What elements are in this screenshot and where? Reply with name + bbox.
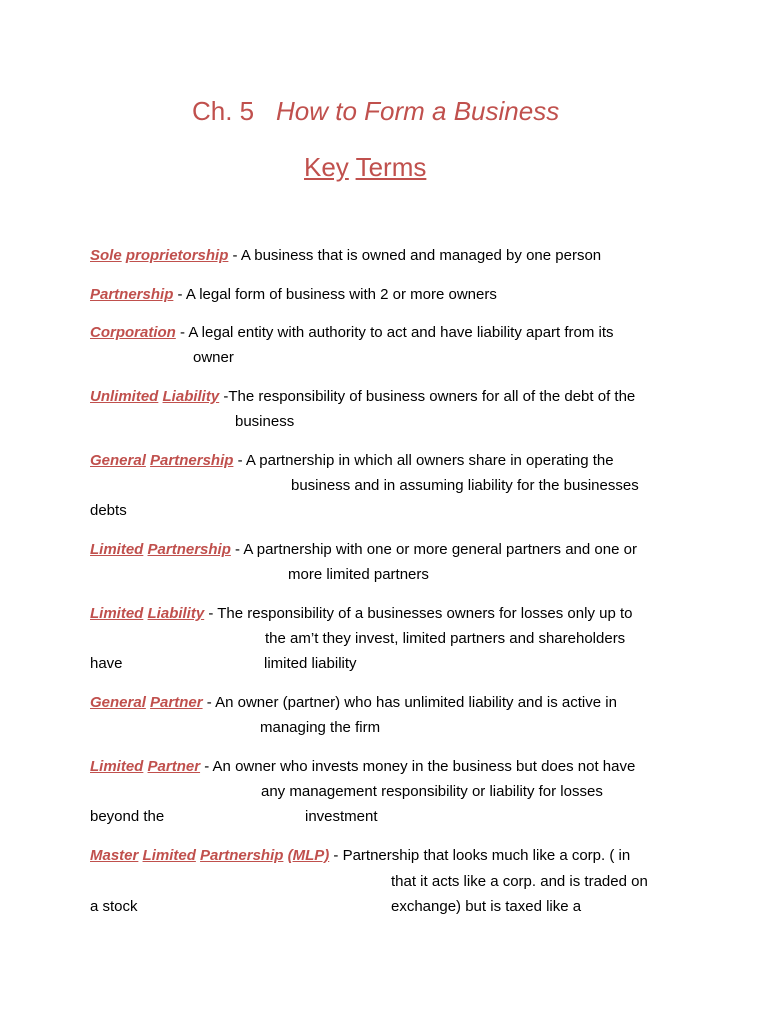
term-definition: - A legal form of business with 2 or more owners — [173, 286, 497, 303]
term-definition: - The responsibility of a businesses owners for losses only up to — [204, 605, 633, 622]
term-entry-partnership — [90, 285, 497, 305]
term-word: Limited — [90, 758, 144, 775]
term-word: (MLP) — [287, 847, 330, 864]
term-word: Liability — [147, 605, 205, 622]
term-entry-general-partner — [90, 693, 617, 713]
term-definition-continued: a stock — [90, 898, 138, 915]
term-word: Partnership — [150, 452, 234, 469]
term-word: Partnership — [90, 286, 174, 303]
term-definition-continued: the am’t they invest, limited partners and shareholders — [265, 630, 626, 647]
term-word: General — [90, 452, 146, 469]
term-definition: - A business that is owned and managed by one person — [228, 247, 602, 264]
term-definition: - An owner (partner) who has unlimited liability and is active in — [202, 694, 617, 711]
term-definition: - A partnership with one or more general partners and one or — [230, 541, 637, 558]
term-word: Partner — [150, 694, 203, 711]
term-definition: - Partnership that looks much like a corp. ( in — [329, 847, 631, 864]
term-definition: -The responsibility of business owners for all of the debt of the — [219, 388, 636, 405]
term-word: Limited — [90, 541, 144, 558]
term-definition-continued: have — [90, 655, 123, 672]
term-word: Limited — [90, 605, 144, 622]
term-word: Master — [90, 847, 139, 864]
heading-word-terms: Terms — [355, 152, 427, 182]
term-definition-continued: investment — [305, 808, 378, 825]
term-definition-continued: owner — [193, 349, 234, 366]
term-definition-continued: any management responsibility or liability for losses — [261, 783, 603, 800]
term-word: Sole — [90, 247, 122, 264]
term-word: Corporation — [90, 324, 176, 341]
term-definition-continued: debts — [90, 502, 127, 519]
section-heading — [304, 152, 426, 183]
term-definition: - A partnership in which all owners share in operating the — [233, 452, 614, 469]
term-definition-continued: limited liability — [264, 655, 357, 672]
term-definition-continued: managing the firm — [260, 719, 381, 736]
term-entry-corporation — [90, 323, 614, 343]
term-entry-sole-proprietorship — [90, 246, 601, 266]
term-definition-continued: beyond the — [90, 808, 165, 825]
term-definition: - A legal entity with authority to act and have liability apart from its — [175, 324, 614, 341]
term-word: Unlimited — [90, 388, 159, 405]
term-entry-limited-partnership — [90, 540, 637, 560]
term-definition-continued: business — [235, 413, 295, 430]
term-definition-continued: business and in assuming liability for the businesses — [291, 477, 639, 494]
term-word: Partnership — [147, 541, 231, 558]
term-word: Liability — [162, 388, 220, 405]
term-word: Partnership — [200, 847, 284, 864]
term-word: General — [90, 694, 146, 711]
chapter-topic: How to Form a Business — [276, 96, 560, 126]
term-word: Limited — [142, 847, 196, 864]
chapter-number: Ch. 5 — [192, 96, 255, 126]
term-entry-master-limited-partnership — [90, 846, 630, 866]
heading-word-key: Key — [304, 152, 349, 182]
term-entry-general-partnership — [90, 451, 614, 471]
term-entry-limited-partner — [90, 757, 635, 777]
term-entry-unlimited-liability — [90, 387, 635, 407]
term-definition-continued: more limited partners — [288, 566, 429, 583]
term-entry-limited-liability — [90, 604, 632, 624]
term-definition-continued: that it acts like a corp. and is traded on — [391, 873, 648, 890]
term-definition: - An owner who invests money in the business but does not have — [200, 758, 636, 775]
term-definition-continued: exchange) but is taxed like a — [391, 898, 582, 915]
term-word: Partner — [147, 758, 201, 775]
term-word: proprietorship — [125, 247, 229, 264]
